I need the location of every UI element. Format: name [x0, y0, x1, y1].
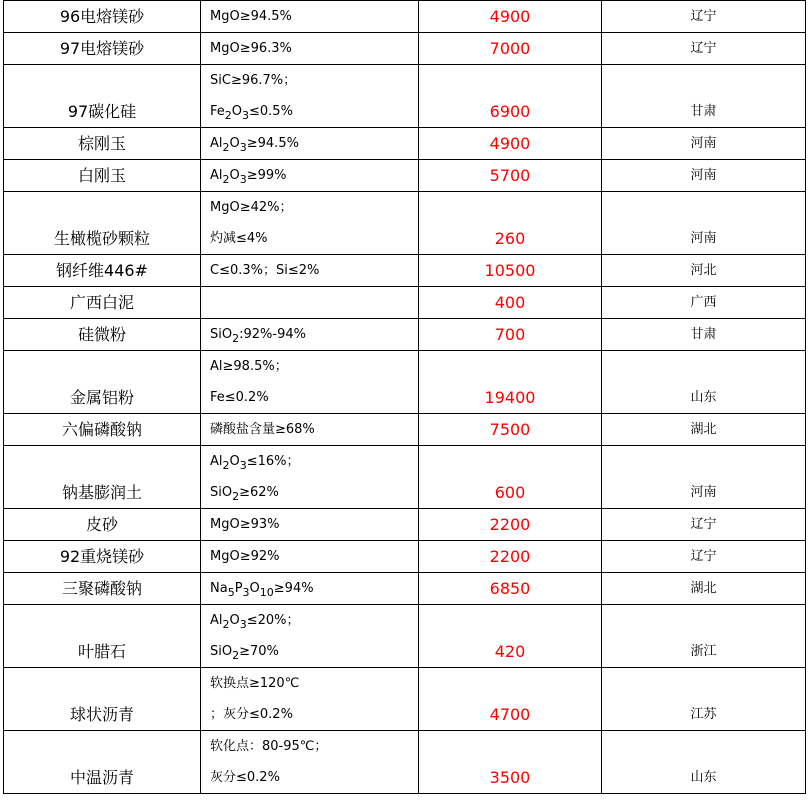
spec-line: 磷酸盐含量≥68%: [210, 422, 315, 437]
region-cell: 辽宁: [602, 509, 806, 541]
product-name-cell: 钠基膨润土: [4, 446, 201, 509]
table-body: [4, 1, 806, 794]
spec-line: Fe≤0.2%: [210, 390, 269, 405]
spec-cell: [201, 414, 419, 446]
product-name-cell: 球状沥青: [4, 668, 201, 731]
product-name-cell: 92重烧镁砂: [4, 541, 201, 573]
price-cell: 4900: [419, 128, 602, 160]
table-row: [4, 351, 806, 414]
table-row: [4, 446, 806, 509]
spec-line: MgO≥92%: [210, 549, 280, 564]
product-name-cell: 六偏磷酸钠: [4, 414, 201, 446]
spec-line: $Fe_2O_3\le 0.5\%$: [210, 104, 293, 122]
price-cell: 260: [419, 192, 602, 255]
spec-cell: [201, 160, 419, 192]
price-cell: 7500: [419, 414, 602, 446]
region-cell: 辽宁: [602, 1, 806, 33]
spec-cell: [201, 1, 419, 33]
table-row: [4, 414, 806, 446]
spec-line: MgO≥94.5%: [210, 9, 292, 24]
table-row: [4, 573, 806, 605]
table-row: [4, 605, 806, 668]
table-row: [4, 1, 806, 33]
spec-line: SiO$_2$≥62%: [210, 485, 279, 503]
spec-cell: [201, 351, 419, 414]
product-name-cell: 钢纤维446#: [4, 255, 201, 287]
spec-line: $Al_2O_3\ge 99\%$: [210, 168, 287, 186]
price-cell: 2200: [419, 541, 602, 573]
price-cell: 4700: [419, 668, 602, 731]
price-cell: 420: [419, 605, 602, 668]
table-row: [4, 731, 806, 794]
price-cell: 400: [419, 287, 602, 319]
region-cell: 浙江: [602, 605, 806, 668]
table-row: [4, 668, 806, 731]
spec-line: MgO≥96.3%: [210, 41, 292, 56]
spec-cell: [201, 605, 419, 668]
price-cell: 3500: [419, 731, 602, 794]
price-cell: 5700: [419, 160, 602, 192]
region-cell: 河南: [602, 446, 806, 509]
price-cell: 6900: [419, 65, 602, 128]
table-row: [4, 192, 806, 255]
price-cell: 19400: [419, 351, 602, 414]
spec-cell: [201, 128, 419, 160]
spec-line: ；灰分≤0.2%: [210, 707, 293, 722]
spec-line: SiO$_2$≥70%: [210, 644, 279, 662]
product-name-cell: 叶腊石: [4, 605, 201, 668]
price-cell: 600: [419, 446, 602, 509]
table-row: [4, 541, 806, 573]
region-cell: 湖北: [602, 573, 806, 605]
region-cell: 江苏: [602, 668, 806, 731]
product-name-cell: 皮砂: [4, 509, 201, 541]
spec-line: 软化点：80-95℃；: [210, 739, 328, 754]
spec-line: MgO≥42%；: [210, 200, 293, 215]
region-cell: 河北: [602, 255, 806, 287]
region-cell: 甘肃: [602, 65, 806, 128]
spec-line: 灰分≤0.2%: [210, 770, 280, 785]
spec-cell: [201, 573, 419, 605]
spec-cell: [201, 541, 419, 573]
price-cell: 10500: [419, 255, 602, 287]
product-name-cell: 白刚玉: [4, 160, 201, 192]
spec-cell: [201, 65, 419, 128]
region-cell: 辽宁: [602, 33, 806, 65]
spec-line: 灼减≤4%: [210, 231, 268, 246]
spec-cell: [201, 287, 419, 319]
region-cell: 甘肃: [602, 319, 806, 351]
table-row: [4, 33, 806, 65]
region-cell: 河南: [602, 192, 806, 255]
product-name-cell: 生橄榄砂颗粒: [4, 192, 201, 255]
spec-line: SiO$_2$:92%-94%: [210, 327, 306, 345]
region-cell: 山东: [602, 351, 806, 414]
region-cell: 河南: [602, 128, 806, 160]
product-name-cell: 97电熔镁砂: [4, 33, 201, 65]
table-row: [4, 287, 806, 319]
region-cell: 广西: [602, 287, 806, 319]
product-name-cell: 96电熔镁砂: [4, 1, 201, 33]
product-name-cell: 中温沥青: [4, 731, 201, 794]
region-cell: 辽宁: [602, 541, 806, 573]
spec-line: Al≥98.5%；: [210, 359, 288, 374]
product-name-cell: 三聚磷酸钠: [4, 573, 201, 605]
price-cell: 6850: [419, 573, 602, 605]
spec-line: 软换点≥120℃: [210, 676, 300, 691]
price-cell: 7000: [419, 33, 602, 65]
region-cell: 湖北: [602, 414, 806, 446]
price-table: [3, 0, 806, 794]
table-row: [4, 160, 806, 192]
table-row: [4, 319, 806, 351]
spec-line: $Na_5P_3O_{10}\ge 94\%$: [210, 581, 314, 599]
spec-cell: [201, 255, 419, 287]
spec-line: $Al_2O_3\ge 94.5\%$: [210, 136, 299, 154]
region-cell: 河南: [602, 160, 806, 192]
price-cell: 700: [419, 319, 602, 351]
spec-line: SiC≥96.7%；: [210, 73, 297, 88]
product-name-cell: 97碳化硅: [4, 65, 201, 128]
spec-cell: [201, 668, 419, 731]
spec-line: MgO≥93%: [210, 517, 280, 532]
spec-line: C≤0.3%；Si≤2%: [210, 263, 320, 278]
product-name-cell: 棕刚玉: [4, 128, 201, 160]
product-name-cell: 硅微粉: [4, 319, 201, 351]
spec-cell: [201, 192, 419, 255]
table-row: [4, 128, 806, 160]
spec-line: $Al_2O_3\le 16\%$；: [210, 454, 300, 472]
table-row: [4, 509, 806, 541]
spec-cell: [201, 446, 419, 509]
spec-cell: [201, 731, 419, 794]
spec-cell: [201, 509, 419, 541]
product-name-cell: 金属铝粉: [4, 351, 201, 414]
spec-cell: [201, 33, 419, 65]
price-cell: 4900: [419, 1, 602, 33]
table-row: [4, 255, 806, 287]
table-row: [4, 65, 806, 128]
spec-line: $Al_2O_3\le 20\%$；: [210, 613, 300, 631]
region-cell: 山东: [602, 731, 806, 794]
product-name-cell: 广西白泥: [4, 287, 201, 319]
spec-cell: [201, 319, 419, 351]
price-cell: 2200: [419, 509, 602, 541]
